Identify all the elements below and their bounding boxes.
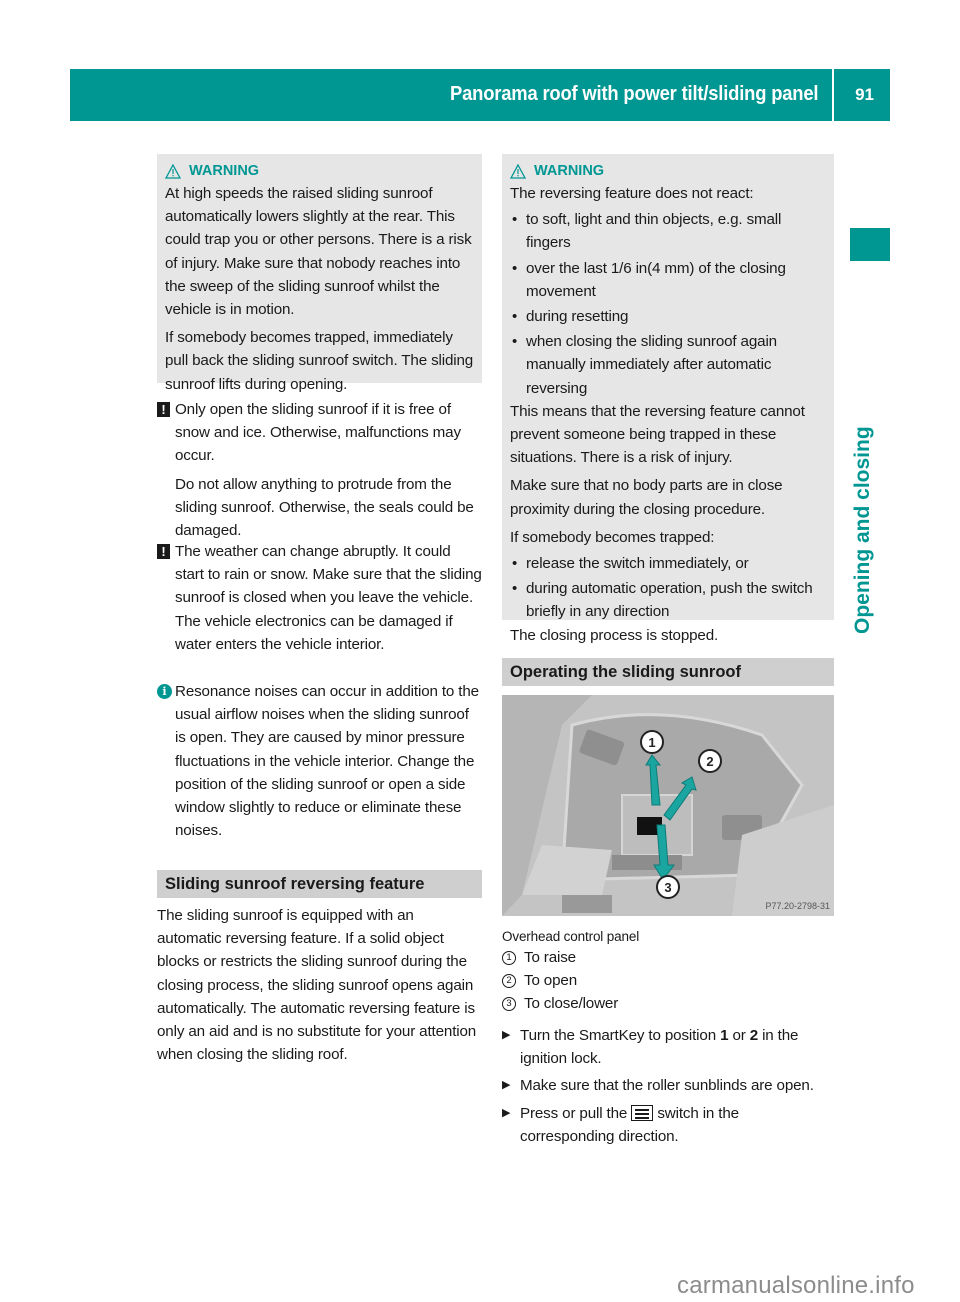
figure-caption: Overhead control panel [502, 929, 640, 944]
instruction-step: ▶ Make sure that the roller sunblinds are open. [502, 1074, 834, 1097]
section-heading: Operating the sliding sunroof [502, 658, 834, 686]
exclamation-icon: ! [157, 544, 170, 559]
warning-intro: The reversing feature does not react: [510, 185, 754, 202]
section-body: The sliding sunroof is equipped with an automatic reversing feature. If a solid object blocks or restricts the sliding sunroof during the closing process, the sliding sunroof opens again automatically. The automatic reversing feature is only an aid and is no substitute for your attention when closing the sliding roof. [157, 907, 477, 1064]
instruction-steps [502, 1020, 834, 1148]
warning-text: This means that the reversing feature cannot prevent someone being trapped in these situations. There is a risk of injury. [510, 402, 805, 467]
svg-text:1: 1 [648, 735, 656, 750]
info-note [157, 680, 482, 842]
page-number: 91 [855, 85, 874, 104]
page-header [70, 69, 890, 121]
list-item: • when closing the sliding sunroof again manually immediately after automatic reversing [510, 330, 826, 400]
note-text: Only open the sliding sunroof if it is free of snow and ice. Otherwise, malfunctions may occur. [175, 401, 461, 465]
sunroof-switch-icon [631, 1105, 653, 1121]
svg-text:3: 3 [664, 880, 672, 895]
legend-item: 2 To open [502, 969, 834, 992]
watermark: carmanualsonline.info [677, 1272, 915, 1299]
legend-item: 3 To close/lower [502, 992, 834, 1015]
warning-heading [510, 160, 826, 182]
page-title: Panorama roof with power tilt/sliding panel [449, 83, 818, 105]
instruction-step: ▶ Turn the SmartKey to position 1 or 2 in the ignition lock. [502, 1024, 834, 1070]
callout-number-icon: 2 [502, 974, 516, 988]
warning-label: WARNING [534, 163, 605, 179]
warning-text: The closing process is stopped. [510, 626, 719, 644]
exclamation-icon: ! [157, 402, 170, 417]
note-text: Do not allow anything to protrude from the sliding sunroof. Otherwise, the seals could be damaged. [175, 475, 474, 540]
list-item: • over the last 1/6 in(4 mm) of the closing movement [510, 257, 826, 303]
warning-box [502, 154, 834, 644]
warning-heading [165, 160, 474, 182]
caution-note [157, 540, 482, 656]
overhead-control-panel-image [502, 695, 834, 916]
note-text: The weather can change abruptly. It could start to rain or snow. Make sure that the sliding sunroof is closed when you leave the vehicle. The vehicle electronics can be damaged if water enters the vehicle interior. [175, 543, 482, 653]
chapter-tab-marker [850, 228, 890, 261]
warning-bullet-list [510, 552, 826, 624]
svg-text:P77.20-2798-31: P77.20-2798-31 [765, 901, 830, 911]
caution-note [157, 398, 482, 542]
list-item: • to soft, light and thin objects, e.g. small fingers [510, 208, 826, 254]
svg-text:2: 2 [706, 754, 714, 769]
warning-text: If somebody becomes trapped: [510, 528, 715, 546]
section-heading: Sliding sunroof reversing feature [157, 870, 482, 898]
info-text: Resonance noises can occur in addition to the usual airflow noises when the sliding sunroof is open. They are caused by minor pressure fluctuations in the vehicle interior. Change the position of the sliding sunroof or open a side window slightly to reduce or eliminate these noises. [175, 683, 479, 840]
warning-box [157, 154, 482, 393]
header-divider [832, 69, 834, 121]
chapter-tab [851, 426, 881, 636]
legend-item: 1 To raise [502, 946, 834, 969]
figure-legend [502, 946, 834, 1016]
warning-bullet-list [510, 208, 826, 400]
list-item: • during resetting [510, 305, 826, 328]
overhead-panel-illustration [502, 695, 834, 916]
list-item: • release the switch immediately, or [510, 552, 826, 575]
warning-triangle-icon [165, 164, 181, 179]
callout-number-icon: 3 [502, 997, 516, 1011]
chapter-label: Opening and closing [851, 426, 874, 634]
warning-text: Make sure that no body parts are in close proximity during the closing procedure. [510, 477, 783, 518]
instruction-step: ▶ Press or pull the switch in the corresponding direction. [502, 1102, 834, 1148]
warning-triangle-icon [510, 164, 526, 179]
callout-number-icon: 1 [502, 951, 516, 965]
warning-text: At high speeds the raised sliding sunroof automatically lowers slightly at the rear. This could trap you or other persons. There is a risk of injury. Make sure that nobody reaches into the sweep of the sliding sunroof whilst the vehicle is in motion. [165, 185, 472, 319]
list-item: • during automatic operation, push the switch briefly in any direction [510, 577, 826, 623]
warning-label: WARNING [189, 163, 260, 179]
warning-text: If somebody becomes trapped, immediately pull back the sliding sunroof switch. The sliding sunroof lifts during opening. [165, 329, 474, 393]
info-icon: i [157, 684, 172, 699]
